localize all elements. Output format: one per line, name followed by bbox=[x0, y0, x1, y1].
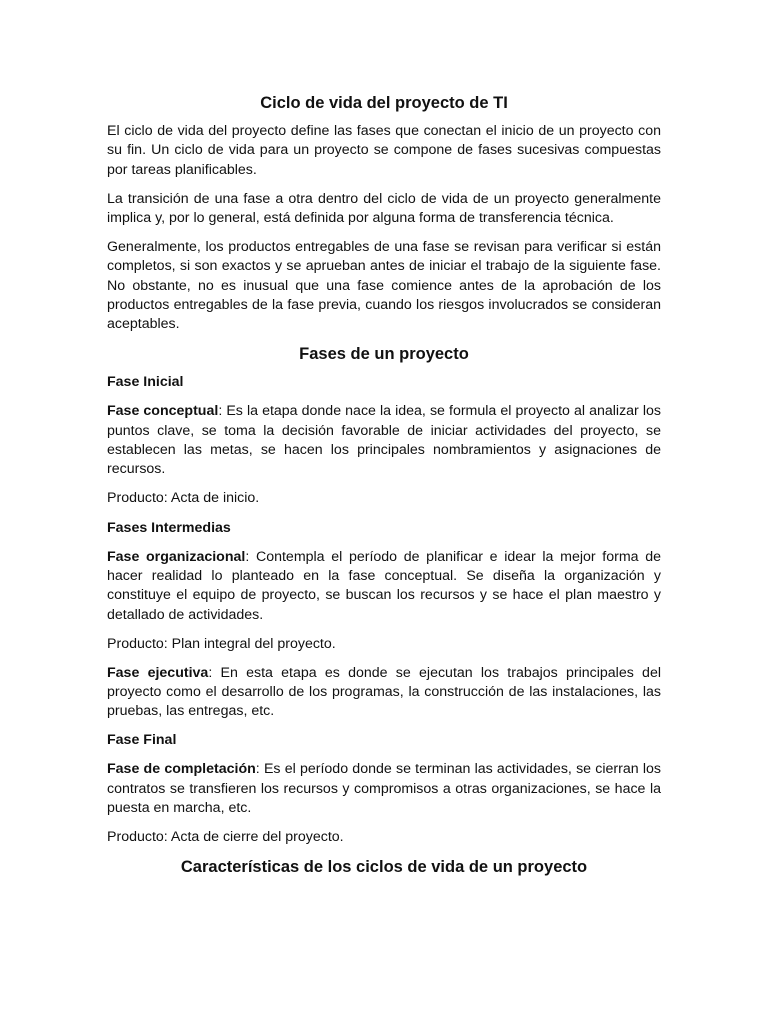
fase-organizacional-product: Producto: Plan integral del proyecto. bbox=[107, 635, 336, 652]
fase-conceptual-paragraph bbox=[107, 402, 661, 479]
fase-completacion-text: : Es el período donde se terminan las actividades, se cierran los contratos se transfieren los recursos y compromisos a otras organizaciones, se hace la puesta en marcha, etc. bbox=[107, 761, 661, 817]
fase-ejecutiva-paragraph bbox=[107, 664, 661, 722]
fase-conceptual-label: Fase conceptual bbox=[107, 403, 219, 420]
fase-organizacional-paragraph bbox=[107, 548, 661, 625]
fase-inicial-heading: Fase Inicial bbox=[107, 374, 184, 391]
fase-organizacional-label: Fase organizacional bbox=[107, 548, 246, 565]
fase-ejecutiva-label: Fase ejecutiva bbox=[107, 664, 209, 681]
fases-intermedias-heading: Fases Intermedias bbox=[107, 519, 231, 536]
intro-paragraph-1: El ciclo de vida del proyecto define las fases que conectan el inicio de un proyecto con su fin. Un ciclo de vida para un proyecto se compone de fases sucesivas compuestas por tareas planificables. bbox=[107, 123, 661, 178]
fase-final-product: Producto: Acta de cierre del proyecto. bbox=[107, 829, 344, 846]
fase-organizacional-text: : Contempla el período de planificar e idear la mejor forma de hacer realidad lo planteado en la fase conceptual. Se diseña la organización y constituye el equipo de proyecto, se buscan los recursos y se hace el plan maestro y detallado de actividades. bbox=[107, 548, 661, 623]
intro-paragraph-3: Generalmente, los productos entregables de una fase se revisan para verificar si están completos, si son exactos y se aprueban antes de iniciar el trabajo de la siguiente fase. No obstante, no es inusual que una fase comience antes de la aprobación de los productos entregables de la fase previa, cuando los riesgos involucrados se consideran aceptables. bbox=[107, 239, 661, 333]
fase-final-heading: Fase Final bbox=[107, 732, 177, 749]
phases-section-title: Fases de un proyecto bbox=[299, 345, 469, 364]
fase-completacion-paragraph bbox=[107, 760, 661, 818]
characteristics-section-title: Características de los ciclos de vida de un proyecto bbox=[180, 858, 588, 877]
intro-paragraph-2: La transición de una fase a otra dentro del ciclo de vida de un proyecto generalmente implica y, por lo general, está definida por alguna forma de transferencia técnica. bbox=[107, 190, 661, 226]
document-title: Ciclo de vida del proyecto de TI bbox=[260, 94, 508, 112]
fase-completacion-label: Fase de completación bbox=[107, 761, 256, 778]
fase-ejecutiva-text: : En esta etapa es donde se ejecutan los trabajos principales del proyecto como el desarrollo de los programas, la construcción de las instalaciones, las pruebas, las entregas, etc. bbox=[107, 664, 661, 720]
fase-conceptual-text: : Es la etapa donde nace la idea, se formula el proyecto al analizar los puntos clave, se toma la decisión favorable de iniciar actividades del proyecto, se establecen las metas, se hacen los principales nombramientos y asignaciones de recursos. bbox=[107, 403, 661, 478]
fase-inicial-product: Producto: Acta de inicio. bbox=[107, 490, 260, 507]
